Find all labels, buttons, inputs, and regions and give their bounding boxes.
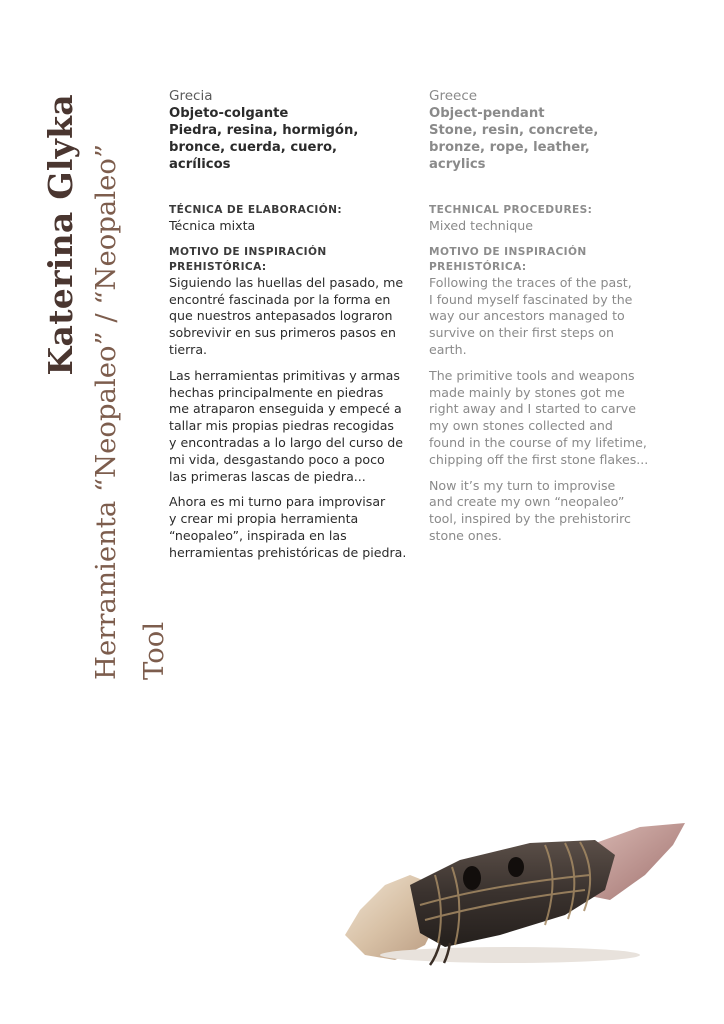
object-type-en: Object-pendant xyxy=(429,106,545,121)
text-line: earth. xyxy=(429,341,467,357)
text-line: Now it’s my turn to improvise xyxy=(429,477,616,493)
technique-value-es: Técnica mixta xyxy=(169,218,256,233)
stone-tool-photo xyxy=(340,815,695,975)
country-en: Greece xyxy=(429,88,478,104)
text-line: tierra. xyxy=(169,341,208,357)
text-line: las primeras lascas de piedra... xyxy=(169,468,366,484)
text-line: y crear mi propia herramienta xyxy=(169,511,359,527)
text-line: me atraparon enseguida y empecé a xyxy=(169,401,402,417)
text-line: stone ones. xyxy=(429,527,502,543)
text-line: Following the traces of the past, xyxy=(429,274,632,290)
heading-line: MOTIVO DE INSPIRACIÓN xyxy=(169,245,327,258)
text-line: tool, inspired by the prehistorirc xyxy=(429,511,631,527)
heading-line: PREHISTÓRICA: xyxy=(429,260,527,273)
text-line: made mainly by stones got me xyxy=(429,384,625,400)
text-line: found in the course of my lifetime, xyxy=(429,434,647,450)
object-type-es: Objeto-colgante xyxy=(169,106,289,121)
paragraph-en-3 xyxy=(429,478,689,545)
paragraph-es-1 xyxy=(169,275,419,359)
english-column xyxy=(429,88,689,554)
text-line: hechas principalmente en piedras xyxy=(169,384,384,400)
technique-heading-es: TÉCNICA DE ELABORACIÓN: xyxy=(169,204,343,216)
text-line: chipping off the first stone flakes... xyxy=(429,451,649,467)
body-hole xyxy=(463,866,481,890)
materials-es xyxy=(169,122,419,173)
spanish-column xyxy=(169,88,419,571)
text-line: The primitive tools and weapons xyxy=(429,367,635,383)
text-line: tallar mis propias piedras recogidas xyxy=(169,418,394,434)
inspiration-heading-en xyxy=(429,245,689,275)
inspiration-heading-es xyxy=(169,245,419,275)
country-es: Grecia xyxy=(169,88,213,104)
text-line: sobrevivir en sus primeros pasos en xyxy=(169,325,396,341)
paragraph-es-2 xyxy=(169,368,419,486)
text-line: mi vida, desgastando poco a poco xyxy=(169,451,385,467)
text-line: survive on their first steps on xyxy=(429,325,615,341)
materials-line: bronze, rope, leather, xyxy=(429,140,590,155)
heading-line: MOTIVO DE INSPIRACIÓN xyxy=(429,245,587,258)
materials-line: Stone, resin, concrete, xyxy=(429,123,599,138)
technique-value-en: Mixed technique xyxy=(429,218,533,233)
materials-line: bronce, cuerda, cuero, xyxy=(169,140,338,155)
text-line: y encontradas a lo largo del curso de xyxy=(169,434,404,450)
text-line: “neopaleo”, inspirada en las xyxy=(169,527,347,543)
text-line: I found myself fascinated by the xyxy=(429,291,633,307)
text-line: Ahora es mi turno para improvisar xyxy=(169,494,386,510)
materials-en xyxy=(429,122,689,173)
text-line: way our ancestors managed to xyxy=(429,308,625,324)
artist-name: Katerina Glyka xyxy=(41,94,80,376)
text-line: herramientas prehistóricas de piedra. xyxy=(169,544,407,560)
text-line: right away and I started to carve xyxy=(429,401,636,417)
vertical-title xyxy=(40,80,170,680)
materials-line: acrylics xyxy=(429,157,486,172)
text-line: Las herramientas primitivas y armas xyxy=(169,367,400,383)
text-line: Siguiendo las huellas del pasado, me xyxy=(169,274,404,290)
paragraph-es-3 xyxy=(169,494,419,561)
heading-line: PREHISTÓRICA: xyxy=(169,260,267,273)
text-line: my own stones collected and xyxy=(429,418,613,434)
technique-heading-en: TECHNICAL PROCEDURES: xyxy=(429,204,593,216)
text-line: encontré fascinada por la forma en xyxy=(169,291,391,307)
text-line: and create my own “neopaleo” xyxy=(429,494,625,510)
work-title: Herramienta “Neopaleo” / “Neopaleo” Tool xyxy=(90,143,170,680)
paragraph-en-2 xyxy=(429,368,689,469)
body-hole xyxy=(508,857,524,877)
materials-line: acrílicos xyxy=(169,157,231,172)
materials-line: Piedra, resina, hormigón, xyxy=(169,123,359,138)
paragraph-en-1 xyxy=(429,275,689,359)
text-line: que nuestros antepasados lograron xyxy=(169,308,393,324)
